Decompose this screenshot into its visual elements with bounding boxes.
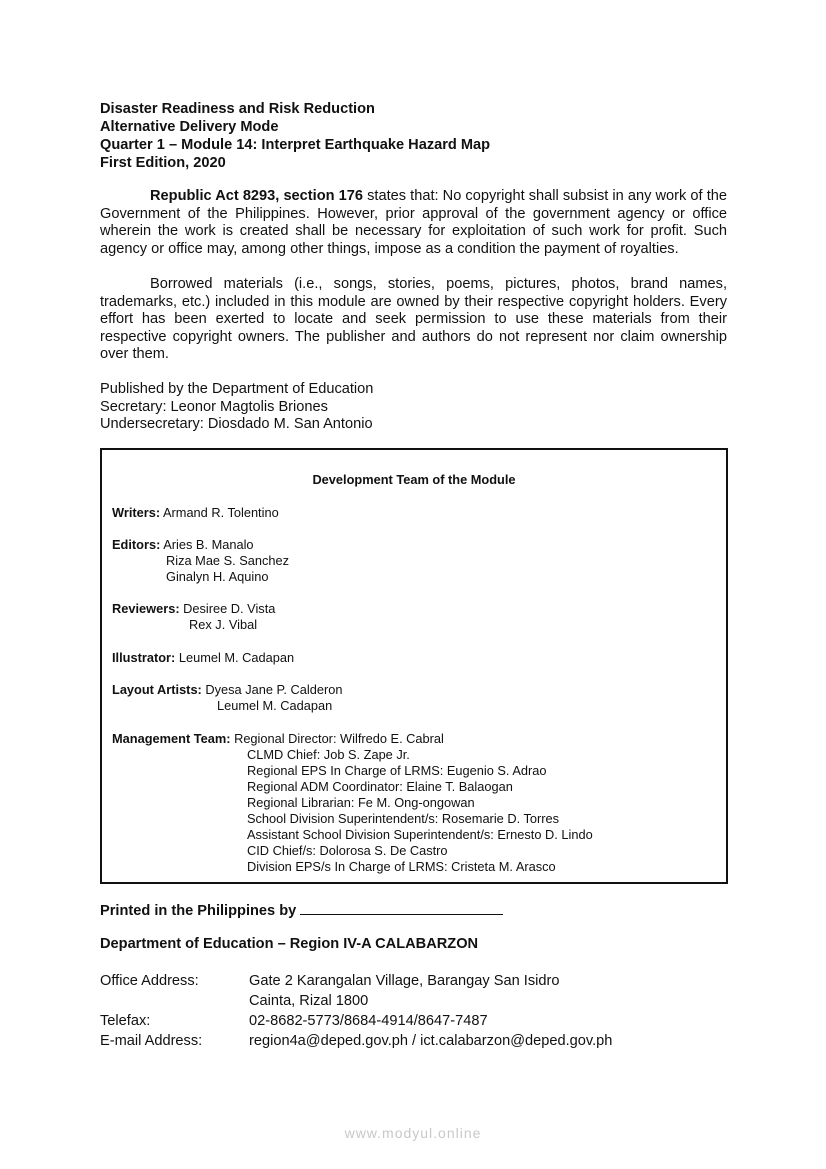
- telefax-label: Telefax:: [100, 1013, 151, 1029]
- editor-name: Riza Mae S. Sanchez: [166, 553, 290, 568]
- writer-name: Armand R. Tolentino: [162, 505, 279, 520]
- publisher-info: [100, 381, 373, 434]
- copyright-text: states that: No copyright shall subsist in any work of the Government of the Philippines. However, prior approval of the government agency or office wherein the work is created shall be necessary for exploitation of such work for profit. Such agency or office may, among other things, impose as a condition the payment of royalties.: [100, 188, 727, 257]
- published-by: Published by the Department of Education: [100, 381, 374, 397]
- development-team-box: [100, 448, 728, 884]
- layout-artists-section: [112, 682, 342, 714]
- management-team-section: [112, 731, 593, 875]
- module-header: [100, 100, 740, 172]
- management-member: CLMD Chief: Job S. Zape Jr.: [247, 747, 410, 762]
- reviewer-name: Rex J. Vibal: [189, 617, 258, 632]
- editor-name: Aries B. Manalo: [163, 537, 254, 552]
- management-member: CID Chief/s: Dolorosa S. De Castro: [247, 843, 448, 858]
- writers-section: [112, 505, 279, 521]
- email-value: region4a@deped.gov.ph / ict.calabarzon@deped.gov.ph: [249, 1033, 613, 1049]
- illustrator-section: [112, 650, 294, 666]
- management-member: Regional Librarian: Fe M. Ong-ongowan: [247, 795, 475, 810]
- printer-blank-line: [300, 902, 503, 915]
- borrowed-materials-notice: Borrowed materials (i.e., songs, stories, poems, pictures, photos, brand names, trademarks, etc.) included in this module are owned by their respective copyright holders. Every effort has been exerted to locate and seek permission to use these materials from their respective copyright owners. The publisher and authors do not represent nor claim ownership over them.: [100, 276, 727, 363]
- office-address-line2: Cainta, Rizal 1800: [249, 993, 369, 1009]
- editor-name: Ginalyn H. Aquino: [166, 569, 269, 584]
- email-label: E-mail Address:: [100, 1033, 203, 1049]
- delivery-mode: Alternative Delivery Mode: [100, 119, 279, 135]
- management-member: Division EPS/s In Charge of LRMS: Cristeta M. Arasco: [247, 859, 556, 874]
- layout-artists-label: Layout Artists:: [112, 682, 202, 697]
- illustrator-label: Illustrator:: [112, 650, 176, 665]
- copyright-lead: Republic Act 8293, section 176: [150, 188, 363, 204]
- printed-line: [100, 902, 503, 919]
- telefax-row: [100, 1011, 612, 1031]
- editors-label: Editors:: [112, 537, 161, 552]
- module-title: Quarter 1 – Module 14: Interpret Earthquake Hazard Map: [100, 137, 491, 153]
- team-title: Development Team of the Module: [312, 472, 516, 487]
- management-member: Regional ADM Coordinator: Elaine T. Balaogan: [247, 779, 513, 794]
- management-member: Assistant School Division Superintendent/s: Ernesto D. Lindo: [247, 827, 593, 842]
- editors-section: [112, 537, 289, 585]
- management-member: Regional Director: Wilfredo E. Cabral: [234, 731, 444, 746]
- office-address-line1: Gate 2 Karangalan Village, Barangay San Isidro: [249, 973, 560, 989]
- office-address-row: [100, 971, 612, 991]
- email-row: [100, 1031, 612, 1051]
- layout-artist-name: Leumel M. Cadapan: [217, 698, 333, 713]
- reviewers-label: Reviewers:: [112, 601, 180, 616]
- undersecretary: Undersecretary: Diosdado M. San Antonio: [100, 416, 373, 433]
- contact-info: [100, 971, 612, 1051]
- management-member: Regional EPS In Charge of LRMS: Eugenio S. Adrao: [247, 763, 547, 778]
- management-team-label: Management Team:: [112, 731, 231, 746]
- telefax-value: 02-8682-5773/8684-4914/8647-7487: [249, 1013, 488, 1029]
- edition: First Edition, 2020: [100, 155, 226, 171]
- copyright-notice: [100, 188, 727, 258]
- layout-artist-name: Dyesa Jane P. Calderon: [205, 682, 343, 697]
- office-address-label: Office Address:: [100, 973, 199, 989]
- printed-text: Printed in the Philippines by: [100, 903, 297, 919]
- management-member: School Division Superintendent/s: Rosemarie D. Torres: [247, 811, 560, 826]
- subject-title: Disaster Readiness and Risk Reduction: [100, 101, 375, 117]
- illustrator-name: Leumel M. Cadapan: [178, 650, 295, 665]
- office-address-row: [100, 991, 612, 1011]
- secretary: Secretary: Leonor Magtolis Briones: [100, 398, 328, 415]
- region-heading: Department of Education – Region IV-A CALABARZON: [100, 936, 479, 952]
- writers-label: Writers:: [112, 505, 161, 520]
- watermark-url: www.modyul.online: [344, 1125, 482, 1141]
- reviewers-section: [112, 601, 275, 633]
- reviewer-name: Desiree D. Vista: [183, 601, 276, 616]
